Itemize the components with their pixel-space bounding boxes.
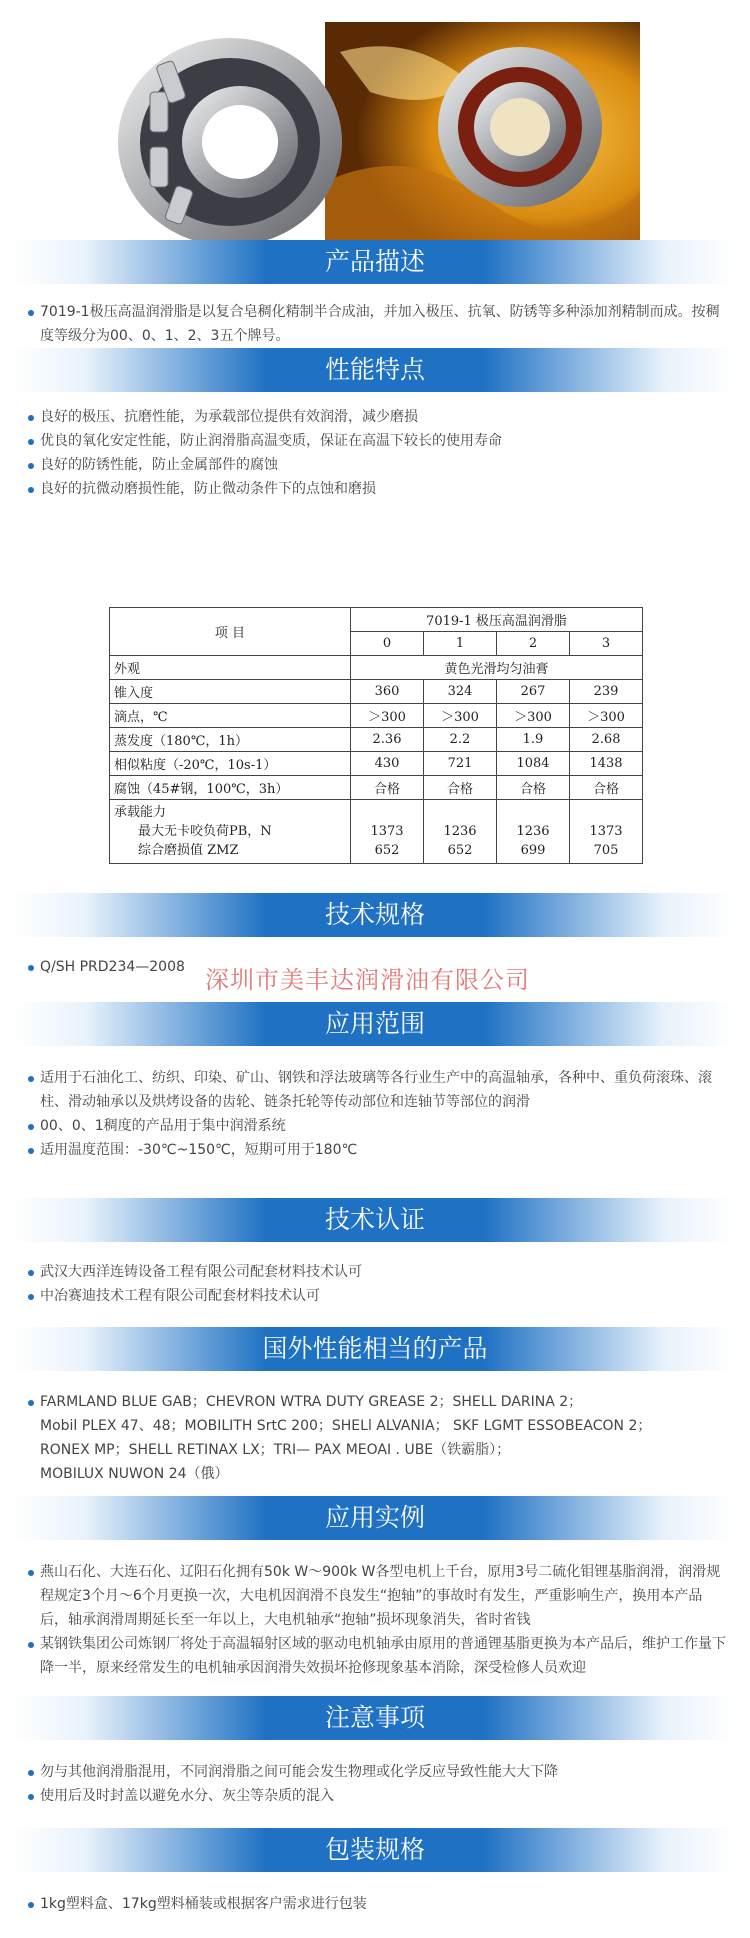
- list-item: 1kg塑料盒、17kg塑料桶装或根据客户需求进行包装: [24, 1892, 726, 1916]
- cell: 合格: [497, 776, 570, 800]
- description-text: [24, 300, 726, 348]
- table-row: [110, 752, 643, 776]
- section-title: 应用实例: [324, 1503, 425, 1532]
- cell: ＞300: [351, 704, 424, 728]
- zmz-value: 652: [374, 843, 400, 858]
- list-item: 良好的抗微动磨损性能，防止微动条件下的点蚀和磨损: [24, 477, 726, 501]
- section-header-certification: [14, 1198, 736, 1242]
- table-header-item: 项 目: [110, 608, 351, 656]
- list-item: 燕山石化、大连石化、辽阳石化拥有50k W～900k W各型电机上千台，原用3号二硫化钼锂基脂润滑，润滑规程规定3个月～6个月更换一次，大电机因润滑不良发生“抱轴”的事故时有发生，严重影响生产，换用本产品后，轴承润滑周期延长至一年以上，大电机轴承“抱轴”损坏现象消失，省时省钱: [24, 1560, 726, 1632]
- section-header-notes: [14, 1696, 736, 1740]
- cell: 黄色光滑均匀油膏: [351, 656, 643, 680]
- list-item: 适用于石油化工、纺织、印染、矿山、钢铁和浮法玻璃等各行业生产中的高温轴承，各种中、重负荷滚珠、滚柱、滑动轴承以及烘烤设备的齿轮、链条托轮等传动部位和连轴节等部位的润滑: [24, 1066, 726, 1114]
- cell: [570, 800, 643, 864]
- pb-value: 1373: [370, 824, 404, 839]
- notes-list: [24, 1760, 726, 1808]
- row-label: 相似粘度（-20℃，10s-1）: [110, 752, 351, 776]
- certification-list: [24, 1260, 726, 1308]
- section-title: 性能特点: [324, 355, 425, 384]
- zmz-value: 652: [447, 843, 473, 858]
- list-item: 良好的极压、抗磨性能，为承载部位提供有效润滑，减少磨损: [24, 405, 726, 429]
- hero-bearing-image: [110, 22, 640, 250]
- cell: 430: [351, 752, 424, 776]
- cases-list: [24, 1560, 726, 1680]
- zmz-value: 699: [520, 843, 546, 858]
- cell: 1.9: [497, 728, 570, 752]
- row-label: 锥入度: [110, 680, 351, 704]
- table-row: [110, 800, 643, 864]
- grade-header: 2: [497, 632, 570, 656]
- cell: 2.2: [424, 728, 497, 752]
- section-title: 注意事项: [324, 1703, 425, 1732]
- pb-value: 1236: [443, 824, 477, 839]
- zmz-label: 综合磨损值 ZMZ: [138, 843, 239, 858]
- cell: [424, 800, 497, 864]
- row-label: 腐蚀（45#钢，100℃，3h）: [110, 776, 351, 800]
- cell: 2.36: [351, 728, 424, 752]
- section-header-equivalents: [14, 1327, 736, 1371]
- table-header-product: 7019-1 极压高温润滑脂: [351, 608, 643, 632]
- cell: 1438: [570, 752, 643, 776]
- cell: 1084: [497, 752, 570, 776]
- list-item: 良好的防锈性能，防止金属部件的腐蚀: [24, 453, 726, 477]
- list-item: 勿与其他润滑脂混用，不同润滑脂之间可能会发生物理或化学反应导致性能大大下降: [24, 1760, 726, 1784]
- cell: ＞300: [497, 704, 570, 728]
- cell: 合格: [570, 776, 643, 800]
- pb-value: 1373: [589, 824, 623, 839]
- list-item: 优良的氧化安定性能，防止润滑脂高温变质，保证在高温下较长的使用寿命: [24, 429, 726, 453]
- section-header-features: [14, 348, 736, 392]
- pb-label: 最大无卡咬负荷PB，N: [138, 824, 272, 839]
- table-row: [110, 656, 643, 680]
- pb-value: 1236: [516, 824, 550, 839]
- equivalents-line: Mobil PLEX 47、48；MOBILITH SrtC 200；SHELl ALVANIA； SKF LGMT ESSOBEACON 2；: [40, 1418, 652, 1434]
- row-label: 蒸发度（180℃，1h）: [110, 728, 351, 752]
- list-item: 武汉大西洋连铸设备工程有限公司配套材料技术认可: [24, 1260, 726, 1284]
- features-list: [24, 405, 726, 501]
- section-header-cases: [14, 1496, 736, 1540]
- list-item: 某钢铁集团公司炼钢厂将处于高温辐射区域的驱动电机轴承由原用的普通锂基脂更换为本产品后，维护工作量下降一半，原来经常发生的电机轴承因润滑失效损坏抢修现象基本消除，深受检修人员欢迎: [24, 1632, 726, 1680]
- list-item: Q/SH PRD234—2008: [24, 955, 726, 979]
- section-title: 技术认证: [324, 1205, 425, 1234]
- cell: 360: [351, 680, 424, 704]
- cell: 324: [424, 680, 497, 704]
- list-item: 中冶赛迪技术工程有限公司配套材料技术认可: [24, 1284, 726, 1308]
- equivalents-line: RONEX MP；SHELL RETINAX LX；TRI— PAX MEOAI . UBE（铁霸脂）；: [40, 1442, 511, 1458]
- equivalents-line: FARMLAND BLUE GAB；CHEVRON WTRA DUTY GREASE 2；SHELL DARINA 2；: [24, 1390, 726, 1414]
- grade-header: 0: [351, 632, 424, 656]
- cell: 合格: [351, 776, 424, 800]
- grade-header: 3: [570, 632, 643, 656]
- table-row: [110, 704, 643, 728]
- capacity-label: 承载能力: [114, 805, 167, 820]
- table-row: [110, 776, 643, 800]
- cell: 2.68: [570, 728, 643, 752]
- list-item: 使用后及时封盖以避免水分、灰尘等杂质的混入: [24, 1784, 726, 1808]
- grade-header: 1: [424, 632, 497, 656]
- list-item: 00、0、1稠度的产品用于集中润滑系统: [24, 1114, 726, 1138]
- cell: 239: [570, 680, 643, 704]
- spec-table: [109, 607, 643, 864]
- section-title: 国外性能相当的产品: [262, 1334, 488, 1363]
- equivalents-text: [24, 1390, 726, 1486]
- table-row: [110, 728, 643, 752]
- section-title: 包装规格: [324, 1835, 425, 1864]
- cell: 721: [424, 752, 497, 776]
- section-title: 技术规格: [324, 900, 425, 929]
- section-header-specs: [14, 893, 736, 937]
- cell: [351, 800, 424, 864]
- scope-list: [24, 1066, 726, 1162]
- section-header-scope: [14, 1002, 736, 1046]
- section-header-description: [14, 240, 736, 284]
- equivalents-line: MOBILUX NUWON 24（俄）: [40, 1466, 229, 1482]
- cell: ＞300: [424, 704, 497, 728]
- row-label: [110, 800, 351, 864]
- packaging-list: [24, 1892, 726, 1916]
- zmz-value: 705: [593, 843, 619, 858]
- section-title: 应用范围: [324, 1009, 425, 1038]
- section-title: 产品描述: [324, 247, 425, 276]
- row-label: 滴点，℃: [110, 704, 351, 728]
- company-watermark: 深圳市美丰达润滑油有限公司: [205, 966, 530, 994]
- description-paragraph: 7019-1极压高温润滑脂是以复合皂稠化精制半合成油，并加入极压、抗氧、防锈等多种添加剂精制而成。按稠度等级分为00、0、1、2、3五个牌号。: [24, 300, 726, 348]
- row-label: 外观: [110, 656, 351, 680]
- list-item: 适用温度范围：-30℃~150℃，短期可用于180℃: [24, 1138, 726, 1162]
- table-row: [110, 680, 643, 704]
- cell: 267: [497, 680, 570, 704]
- cell: [497, 800, 570, 864]
- cell: 合格: [424, 776, 497, 800]
- cell: ＞300: [570, 704, 643, 728]
- section-header-packaging: [14, 1828, 736, 1872]
